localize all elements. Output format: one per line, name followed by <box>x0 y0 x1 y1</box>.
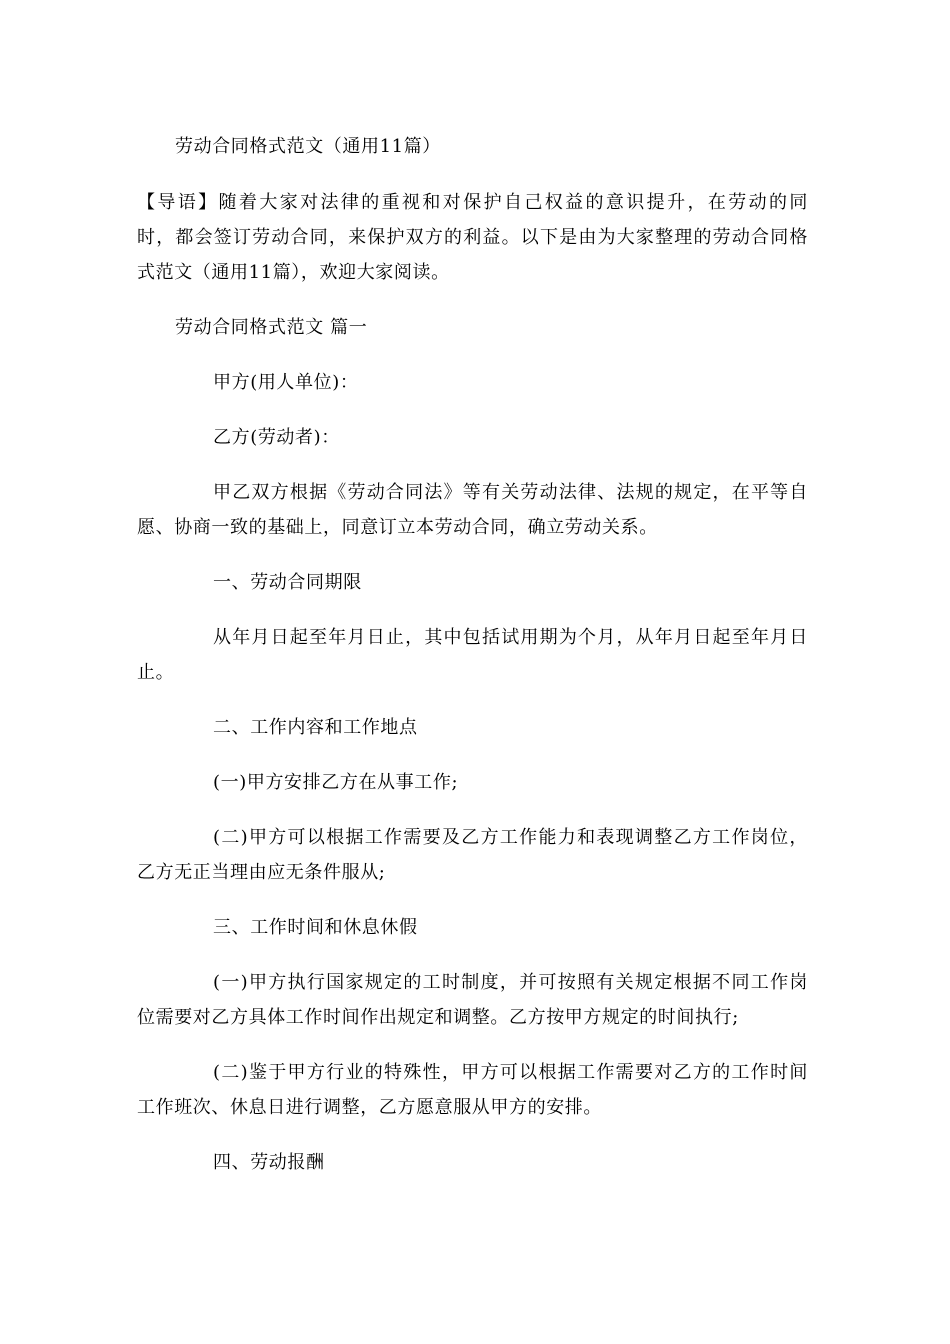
clause-2-item-1: (一)甲方安排乙方在从事工作; <box>213 772 459 793</box>
clause-3-heading: 三、工作时间和休息休假 <box>213 917 418 938</box>
party-b-label: 乙方(劳动者)： <box>213 427 340 448</box>
document-title: 劳动合同格式范文（通用11篇） <box>175 136 441 157</box>
clause-1-line-2: 止。 <box>137 662 175 683</box>
section-title: 劳动合同格式范文 篇一 <box>175 317 368 338</box>
clause-3-item-2-line-2: 工作班次、休息日进行调整，乙方愿意服从甲方的安排。 <box>137 1097 602 1118</box>
preamble-line-2: 愿、协商一致的基础上，同意订立本劳动合同，确立劳动关系。 <box>137 517 658 538</box>
clause-2-item-2-line-2: 乙方无正当理由应无条件服从; <box>137 862 386 883</box>
clause-3-item-1-line-1: (一)甲方执行国家规定的工时制度，并可按照有关规定根据不同工作岗 <box>213 972 808 993</box>
clause-4-heading: 四、劳动报酬 <box>213 1152 325 1173</box>
intro-line-2: 时，都会签订劳动合同，来保护双方的利益。以下是由为大家整理的劳动合同格 <box>137 227 808 248</box>
clause-2-item-2-line-1: (二)甲方可以根据工作需要及乙方工作能力和表现调整乙方工作岗位， <box>213 827 808 848</box>
intro-line-3: 式范文（通用11篇），欢迎大家阅读。 <box>137 262 450 283</box>
party-a-label: 甲方(用人单位)： <box>213 372 359 393</box>
intro-line-1: 【导语】随着大家对法律的重视和对保护自己权益的意识提升，在劳动的同 <box>137 192 808 213</box>
preamble-line-1: 甲乙双方根据《劳动合同法》等有关劳动法律、法规的规定，在平等自 <box>213 482 808 503</box>
clause-3-item-2-line-1: (二)鉴于甲方行业的特殊性，甲方可以根据工作需要对乙方的工作时间 <box>213 1062 808 1083</box>
clause-1-heading: 一、劳动合同期限 <box>213 572 362 593</box>
clause-2-heading: 二、工作内容和工作地点 <box>213 717 418 738</box>
clause-1-line-1: 从年月日起至年月日止，其中包括试用期为个月，从年月日起至年月日 <box>213 627 808 648</box>
clause-3-item-1-line-2: 位需要对乙方具体工作时间作出规定和调整。乙方按甲方规定的时间执行; <box>137 1007 739 1028</box>
